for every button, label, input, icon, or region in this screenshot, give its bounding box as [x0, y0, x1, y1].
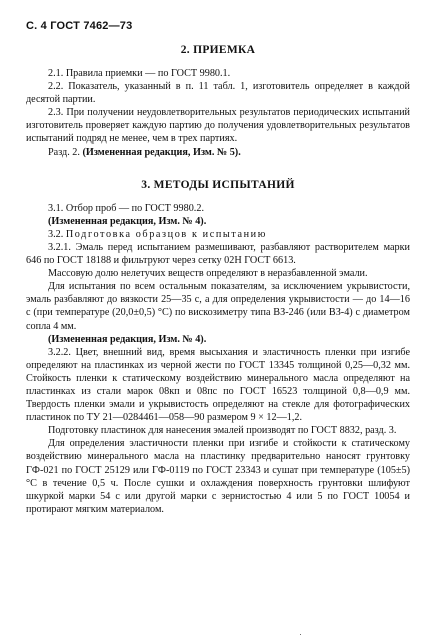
para-3-2-1: 3.2.1. Эмаль перед испытанием размешивают, разбавляют растворителем марки 646 по ГОСТ 18188 и фильтруют через сетку 02Н ГОСТ 6613. [26, 241, 410, 267]
page-header: С. 4 ГОСТ 7462—73 [26, 20, 133, 32]
para-3-2-heading [26, 228, 410, 241]
section-2-title: 2. ПРИЕМКА [180, 44, 256, 56]
edit-prefix: Разд. 2. [48, 146, 80, 158]
section-3-title: 3. МЕТОДЫ ИСПЫТАНИЙ [141, 178, 295, 191]
para-2-2: 2.2. Показатель, указанный в п. 11 табл. 1, изготовитель определяет в каждой десятой партии. [26, 81, 410, 106]
footer-mark: · [299, 629, 302, 639]
para-3-2-title: Подготовка образцов к испытанию [65, 228, 267, 240]
para-plate-preparation: Подготовку пластинок для нанесения эмалей производят по ГОСТ 8832, разд. 3. [48, 425, 397, 437]
para-3-1: 3.1. Отбор проб — по ГОСТ 9980.2. [48, 202, 204, 214]
para-3-2-2: 3.2.2. Цвет, внешний вид, время высыхания и эластичность пленки при изгибе определяют на пластинках из черной жести по ГОСТ 13345 толщиной 0,25—0,32 мм. Стойкость пленки к статическому воздействию минерального масла определяют на пластинках из стали марок 08кп и 08пс по ГОСТ 16523 толщиной 0,8—0,9 мм. Твердость пленки эмали и укрывистость определяют на стекле для фотографических пластинок по ТУ 21—0284461—058—90 размером 9 × 12—1,2. [26, 346, 410, 424]
edit-note-3-2-1: (Измененная редакция, Изм. № 4). [48, 333, 207, 345]
para-2-3: 2.3. При получении неудовлетворительных результатов периодических испытаний изготовитель проверяет каждую партию до получения удовлетворительных результатов испытаний подряд не менее, чем в трех партиях. [26, 107, 410, 145]
page-content [26, 42, 410, 516]
section-2-edit-note [26, 146, 410, 159]
para-viscosity: Для испытания по всем остальным показателям, за исключением укрывистости, эмаль разбавляют до вязкости 25—35 с, а для определения укрывистости — до 14—16 с (при температуре (20,0±0,5) °С) по вискозиметру типа ВЗ-246 (или ВЗ-4) с диаметром сопла 4 мм. [26, 281, 410, 332]
edit-note-3-1: (Измененная редакция, Изм. № 4). [48, 215, 207, 227]
para-mass-fraction: Массовую долю нелетучих веществ определяют в неразбавленной эмали. [48, 268, 368, 280]
para-3-2-number: 3.2. [48, 228, 64, 240]
edit-note: (Измененная редакция, Изм. № 5). [82, 146, 241, 158]
para-elasticity: Для определения эластичности пленки при изгибе и стойкости к статическому воздействию минерального масла на пластинку предварительно наносят грунтовку ГФ-021 по ГОСТ 25129 или ГФ-0119 по ГОСТ 23343 и сушат при температуре (105±5) °С в течение 0,5 ч. После сушки и охлаждения поверхность грунтовки шлифуют шкуркой марки 54 с или другой марки с зернистостью 4 или 5 по ГОСТ 10054 и протирают мягким материалом. [26, 438, 410, 515]
para-2-1: 2.1. Правила приемки — по ГОСТ 9980.1. [48, 68, 231, 79]
